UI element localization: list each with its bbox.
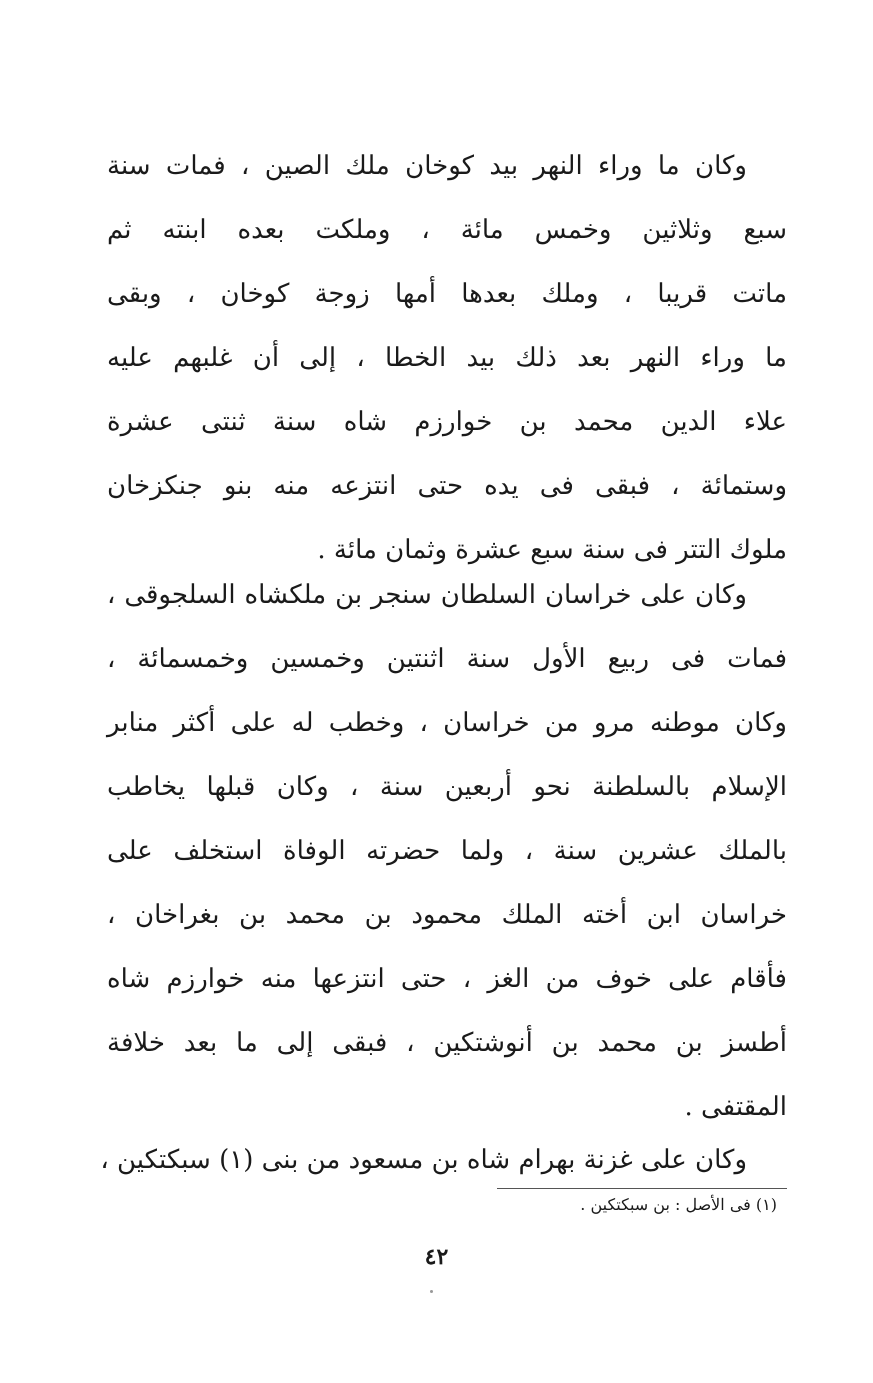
paragraph-2 xyxy=(107,563,787,1139)
text-line: سبع وثلاثين وخمس مائة ، وملكت بعده ابنته ثم xyxy=(107,215,787,245)
text-line: ماتت قريبا ، وملك بعدها أمها زوجة كوخان ، وبقى xyxy=(107,279,787,309)
footnote-divider xyxy=(497,1188,787,1189)
paragraph-1 xyxy=(107,134,787,582)
text-line: وكان ما وراء النهر بيد كوخان ملك الصين ، فمات سنة xyxy=(107,151,747,181)
text-line: وستمائة ، فبقى فى يده حتى انتزعه منه بنو جنكزخان xyxy=(107,471,787,501)
text-line: وكان موطنه مرو من خراسان ، وخطب له على أكثر منابر xyxy=(107,708,787,738)
text-line: بالملك عشرين سنة ، ولما حضرته الوفاة استخلف على xyxy=(107,836,787,866)
text-line: أطسز بن محمد بن أنوشتكين ، فبقى إلى ما بعد خلافة xyxy=(107,1028,787,1058)
text-line: ما وراء النهر بعد ذلك بيد الخطا ، إلى أن غلبهم عليه xyxy=(107,343,787,373)
text-line: فأقام على خوف من الغز ، حتى انتزعها منه خوارزم شاه xyxy=(107,964,787,994)
text-line: علاء الدين محمد بن خوارزم شاه سنة ثنتى عشرة xyxy=(107,407,787,437)
text-line: وكان على خراسان السلطان سنجر بن ملكشاه السلجوقى ، xyxy=(107,580,747,610)
page-number: ٤٢ xyxy=(424,1244,449,1270)
text-line: فمات فى ربيع الأول سنة اثنتين وخمسين وخمسمائة ، xyxy=(107,644,787,674)
footnote: (١) فى الأصل : بن سبكتكين . xyxy=(580,1195,777,1214)
text-line: الإسلام بالسلطنة نحو أربعين سنة ، وكان قبلها يخاطب xyxy=(107,772,787,802)
text-line: خراسان ابن أخته الملك محمود بن محمد بن بغراخان ، xyxy=(107,900,787,930)
text-line: ملوك التتر فى سنة سبع عشرة وثمان مائة . xyxy=(317,535,787,565)
scan-speck xyxy=(430,1290,433,1293)
text-line: وكان على غزنة بهرام شاه بن مسعود من بنى (١) سبكتكين ، xyxy=(100,1145,747,1175)
text-line: المقتفى . xyxy=(684,1092,787,1122)
paragraph-3 xyxy=(100,1128,787,1192)
